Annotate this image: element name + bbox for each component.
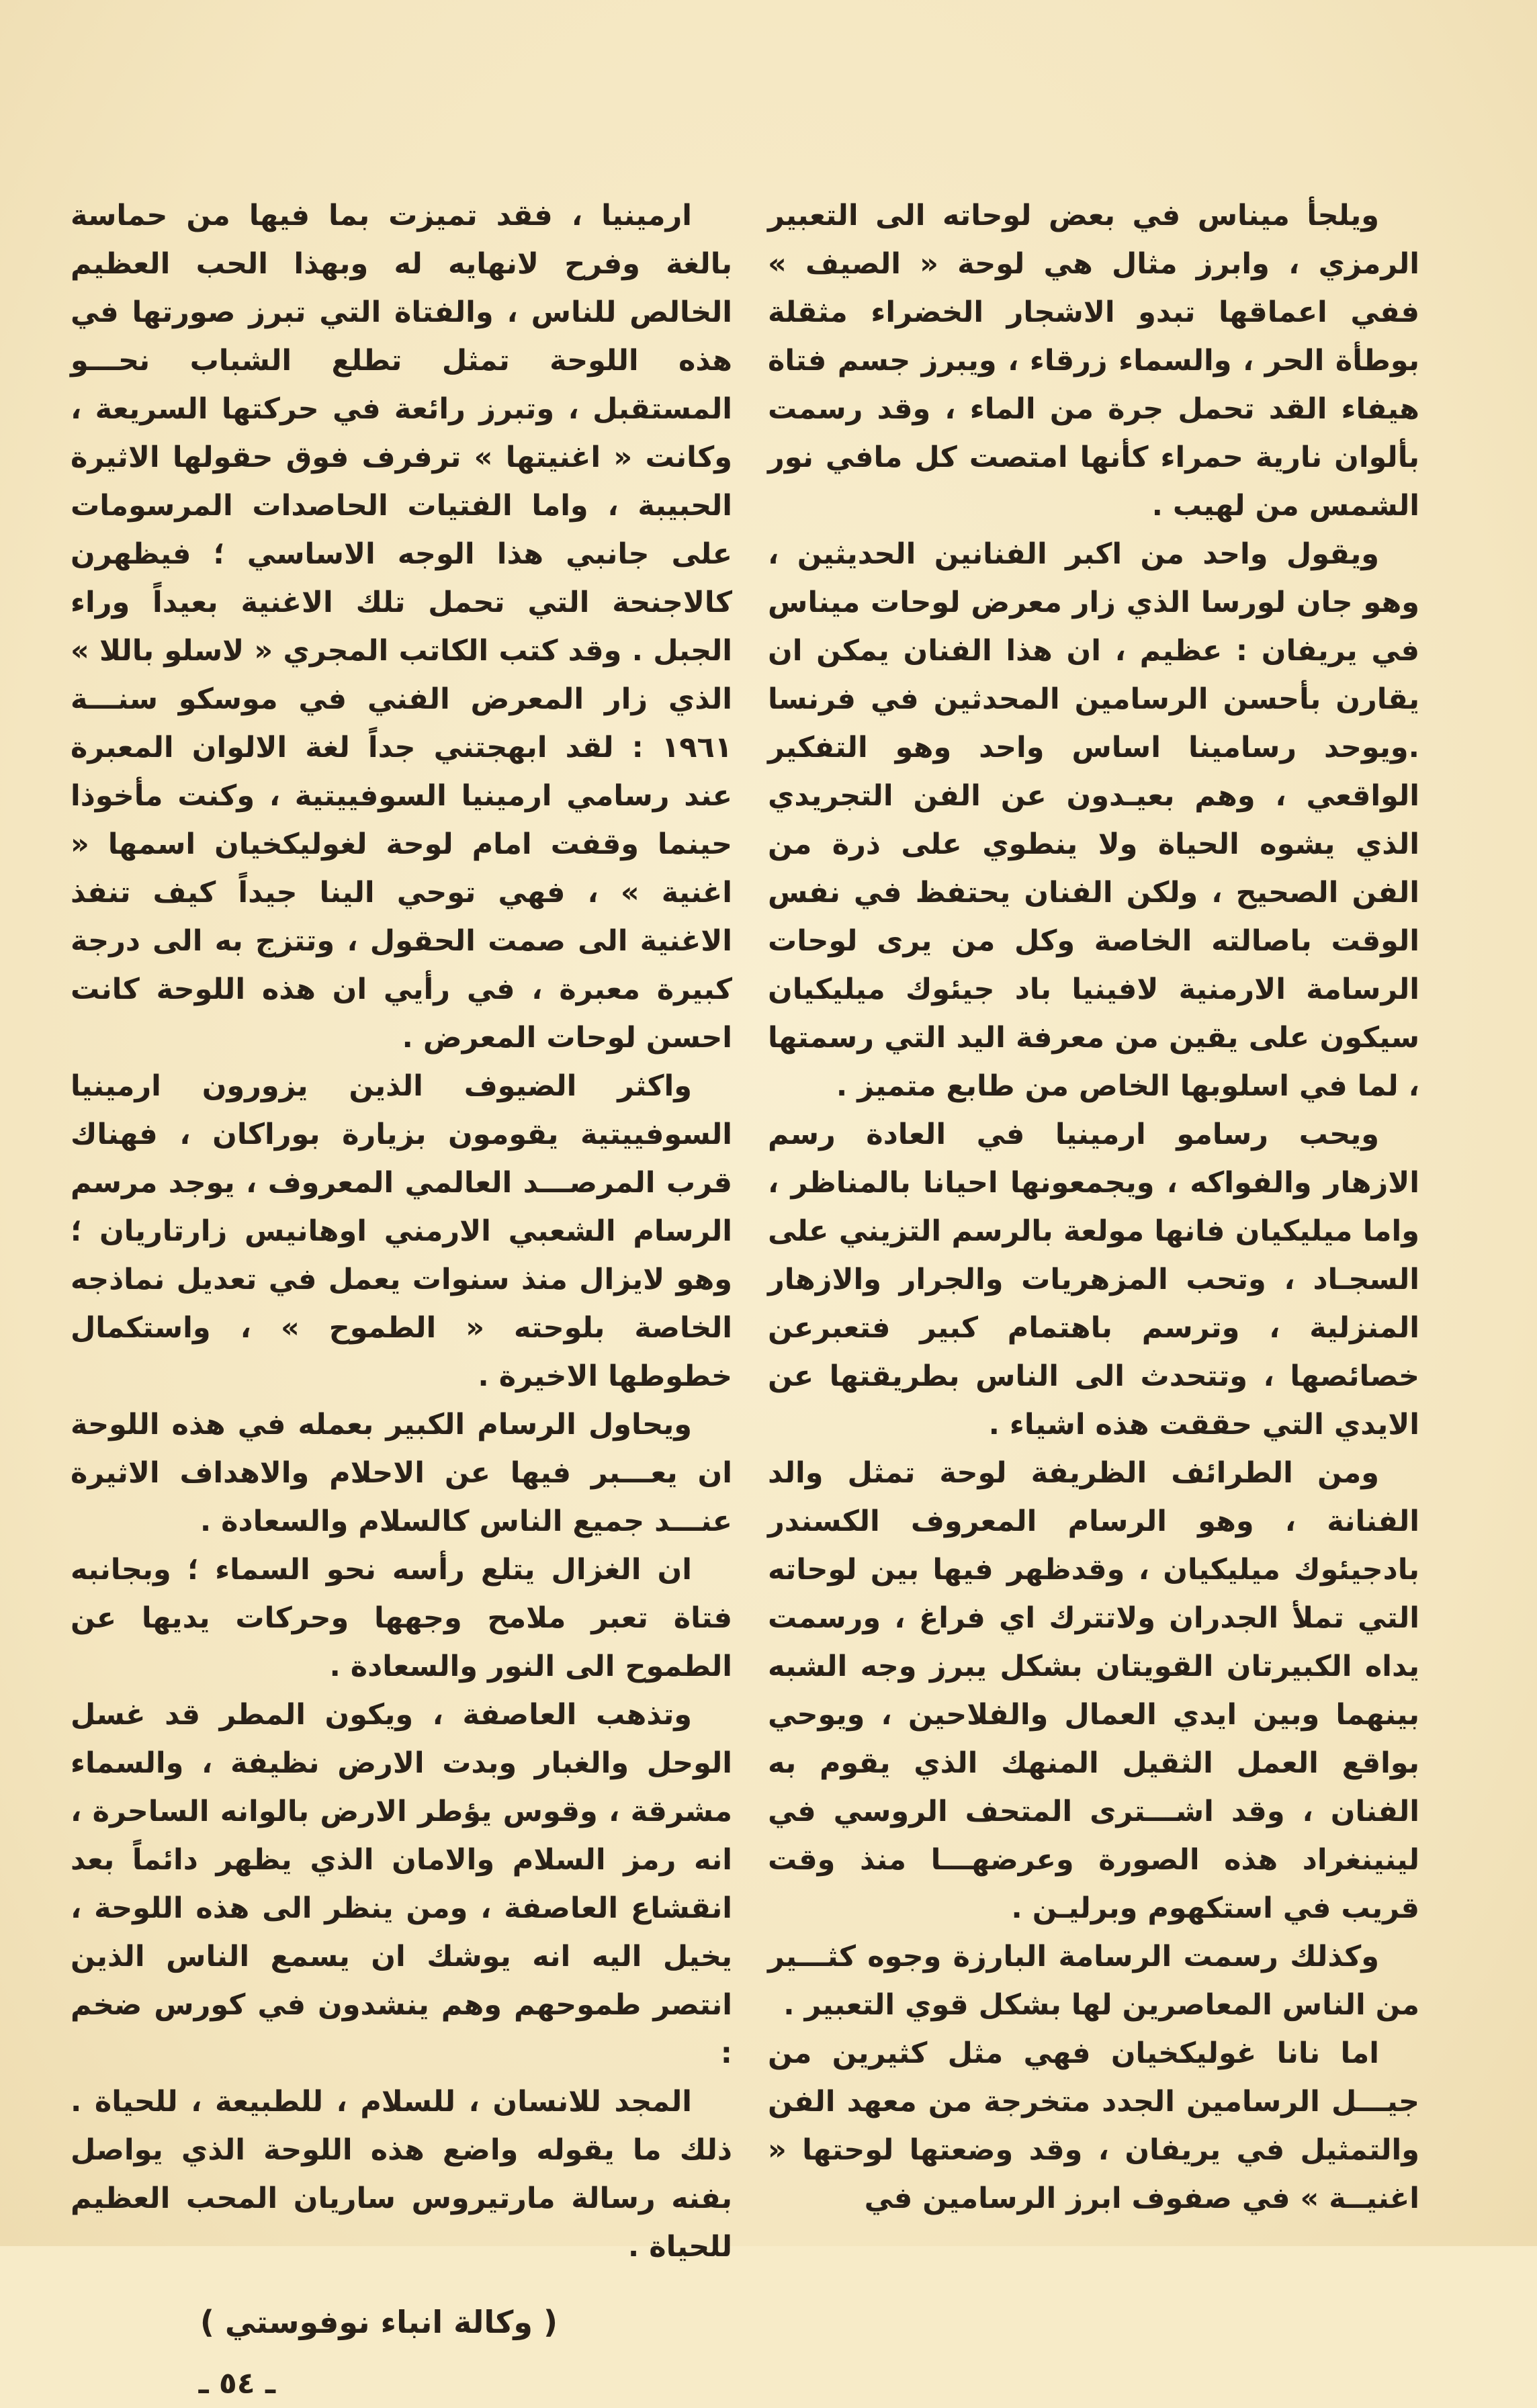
paragraph: ان الغزال يتلع رأسه نحو السماء ؛ وبجانبه فتاة تعبر ملامح وجهها وحركات يديها عن الطموح الى النور والسعادة . <box>71 1553 732 1683</box>
paragraph: ويحاول الرسام الكبير بعمله في هذه اللوحة ان يعـــبر فيها عن الاحلام والاهداف الاثيرة عنـــد جميع الناس كالسلام والسعادة . <box>71 1408 732 1538</box>
news-agency-credit: ( وكالة انباء نوفوستي ) <box>200 2304 558 2340</box>
paragraph: ويلجأ ميناس في بعض لوحاته الى التعبير الرمزي ، وابرز مثال هي لوحة « الصيف » ففي اعماقها تبدو الاشجار الخضراء مثقلة بوطأة الحر ، والسماء زرقاء ، ويبرز جسم فتاة هيفاء القد تحمل جرة من الماء ، وقد رسمت بألوان نارية حمراء كأنها امتصت كل مافي نور الشمس من لهيب . <box>768 199 1419 523</box>
paragraph: واكثر الضيوف الذين يزورون ارمينيا السوفييتية يقومون بزيارة بوراكان ، فهناك قرب المرصـــد العالمي المعروف ، يوجد مرسم الرسام الشعبي الارمني اوهانيس زارتاريان ؛ وهو لايزال منذ سنوات يعمل في تعديل نماذجه الخاصة بلوحته « الطموح » ، واستكمال خطوطها الاخيرة . <box>71 1069 732 1393</box>
paragraph: وكذلك رسمت الرسامة البارزة وجوه كثـــير من الناس المعاصرين لها بشكل قوي التعبير . <box>768 1940 1419 2022</box>
paragraph: ويحب رسامو ارمينيا في العادة رسم الازهار والفواكه ، ويجمعونها احيانا بالمناظر ، واما ميليكيان فانها مولعة بالرسم التزيني على السجـاد ، وتحب المزهريات والجرار والازهار المنزلية ، وترسم باهتمام كبير فتعبرعن خصائصها ، وتتحدث الى الناس بطريقتها عن الايدي التي حققت هذه اشياء . <box>768 1118 1419 1441</box>
paragraph: ومن الطرائف الظريفة لوحة تمثل والد الفنانة ، وهو الرسام المعروف الكسندر بادجيئوك ميليكيان ، وقدظهر فيها بين لوحاته التي تملأ الجدران ولاتترك اي فراغ ، ورسمت يداه الكبيرتان القويتان بشكل يبرز وجه الشبه بينهما وبين ايدي العمال والفلاحين ، ويوحي بواقع العمل الثقيل المنهك الذي يقوم به الفنان ، وقد اشـــترى المتحف الروسي في لينينغراد هذه الصورة وعرضهـــا منذ وقت قريب في استكهوم وبرليـن . <box>768 1456 1419 1925</box>
left-text-column <box>71 191 732 2408</box>
paragraph: اما نانا غوليكخيان فهي مثل كثيرين من جيـــل الرسامين الجدد متخرجة من معهد الفن والتمثيل في يريفان ، وقد وضعتها لوحتها « اغنيــة » في صفوف ابرز الرسامين في <box>768 2037 1419 2215</box>
paragraph: ويقول واحد من اكبر الفنانين الحديثين ، وهو جان لورسا الذي زار معرض لوحات ميناس في يريفان : عظيم ، ان هذا الفنان يمكن ان يقارن بأحسن الرسامين المحدثين في فرنسا .ويوحد رسامينا اساس واحد وهو التفكير الواقعي ، وهم بعيـدون عن الفن التجريدي الذي يشوه الحياة ولا ينطوي على ذرة من الفن الصحيح ، ولكن الفنان يحتفظ في نفس الوقت باصالته الخاصة وكل من يرى لوحات الرسامة الارمنية لافينيا باد جيئوك ميليكيان سيكون على يقين من معرفة اليد التي رسمتها ، لما في اسلوبها الخاص من طابع متميز . <box>768 537 1419 1103</box>
right-text-column <box>768 191 1419 2223</box>
paragraph: ارمينيا ، فقد تميزت بما فيها من حماسة بالغة وفرح لانهايه له وبهذا الحب العظيم الخالص للناس ، والفتاة التي تبرز صورتها في هذه اللوحة تمثل تطلع الشباب نحـــو المستقبل ، وتبرز رائعة في حركتها السريعة ، وكانت « اغنيتها » ترفرف فوق حقولها الاثيرة الحبيبة ، واما الفتيات الحاصدات المرسومات على جانبي هذا الوجه الاساسي ؛ فيظهرن كالاجنحة التي تحمل تلك الاغنية بعيداً وراء الجبل . وقد كتب الكاتب المجري « لاسلو باللا » الذي زار المعرض الفني في موسكو سنـــة ١٩٦١ : لقد ابهجتني جداً لغة الالوان المعبرة عند رسامي ارمينيا السوفييتية ، وكنت مأخوذا حينما وقفت امام لوحة لغوليكخيان اسمها « اغنية » ، فهي توحي الينا جيداً كيف تنفذ الاغنية الى صمت الحقول ، وتتزج به الى درجة كبيرة معبرة ، في رأيي ان هذه اللوحة كانت احسن لوحات المعرض . <box>71 199 732 1055</box>
paragraph: وتذهب العاصفة ، ويكون المطر قد غسل الوحل والغبار وبدت الارض نظيفة ، والسماء مشرقة ، وقوس يؤطر الارض بالوانه الساحرة ، انه رمز السلام والامان الذي يظهر دائماً بعد انقشاع العاصفة ، ومن ينظر الى هذه اللوحة ، يخيل اليه انه يوشك ان يسمع الناس الذين انتصر طموحهم وهم ينشدون في كورس ضخم : <box>71 1698 732 2070</box>
paragraph: المجد للانسان ، للسلام ، للطبيعة ، للحياة . ذلك ما يقوله واضع هذه اللوحة الذي يواصل بفنه رسالة مارتيروس ساريان المحب العظيم للحياة . <box>71 2085 732 2264</box>
page-number: ـ ٥٤ ـ <box>198 2366 275 2401</box>
